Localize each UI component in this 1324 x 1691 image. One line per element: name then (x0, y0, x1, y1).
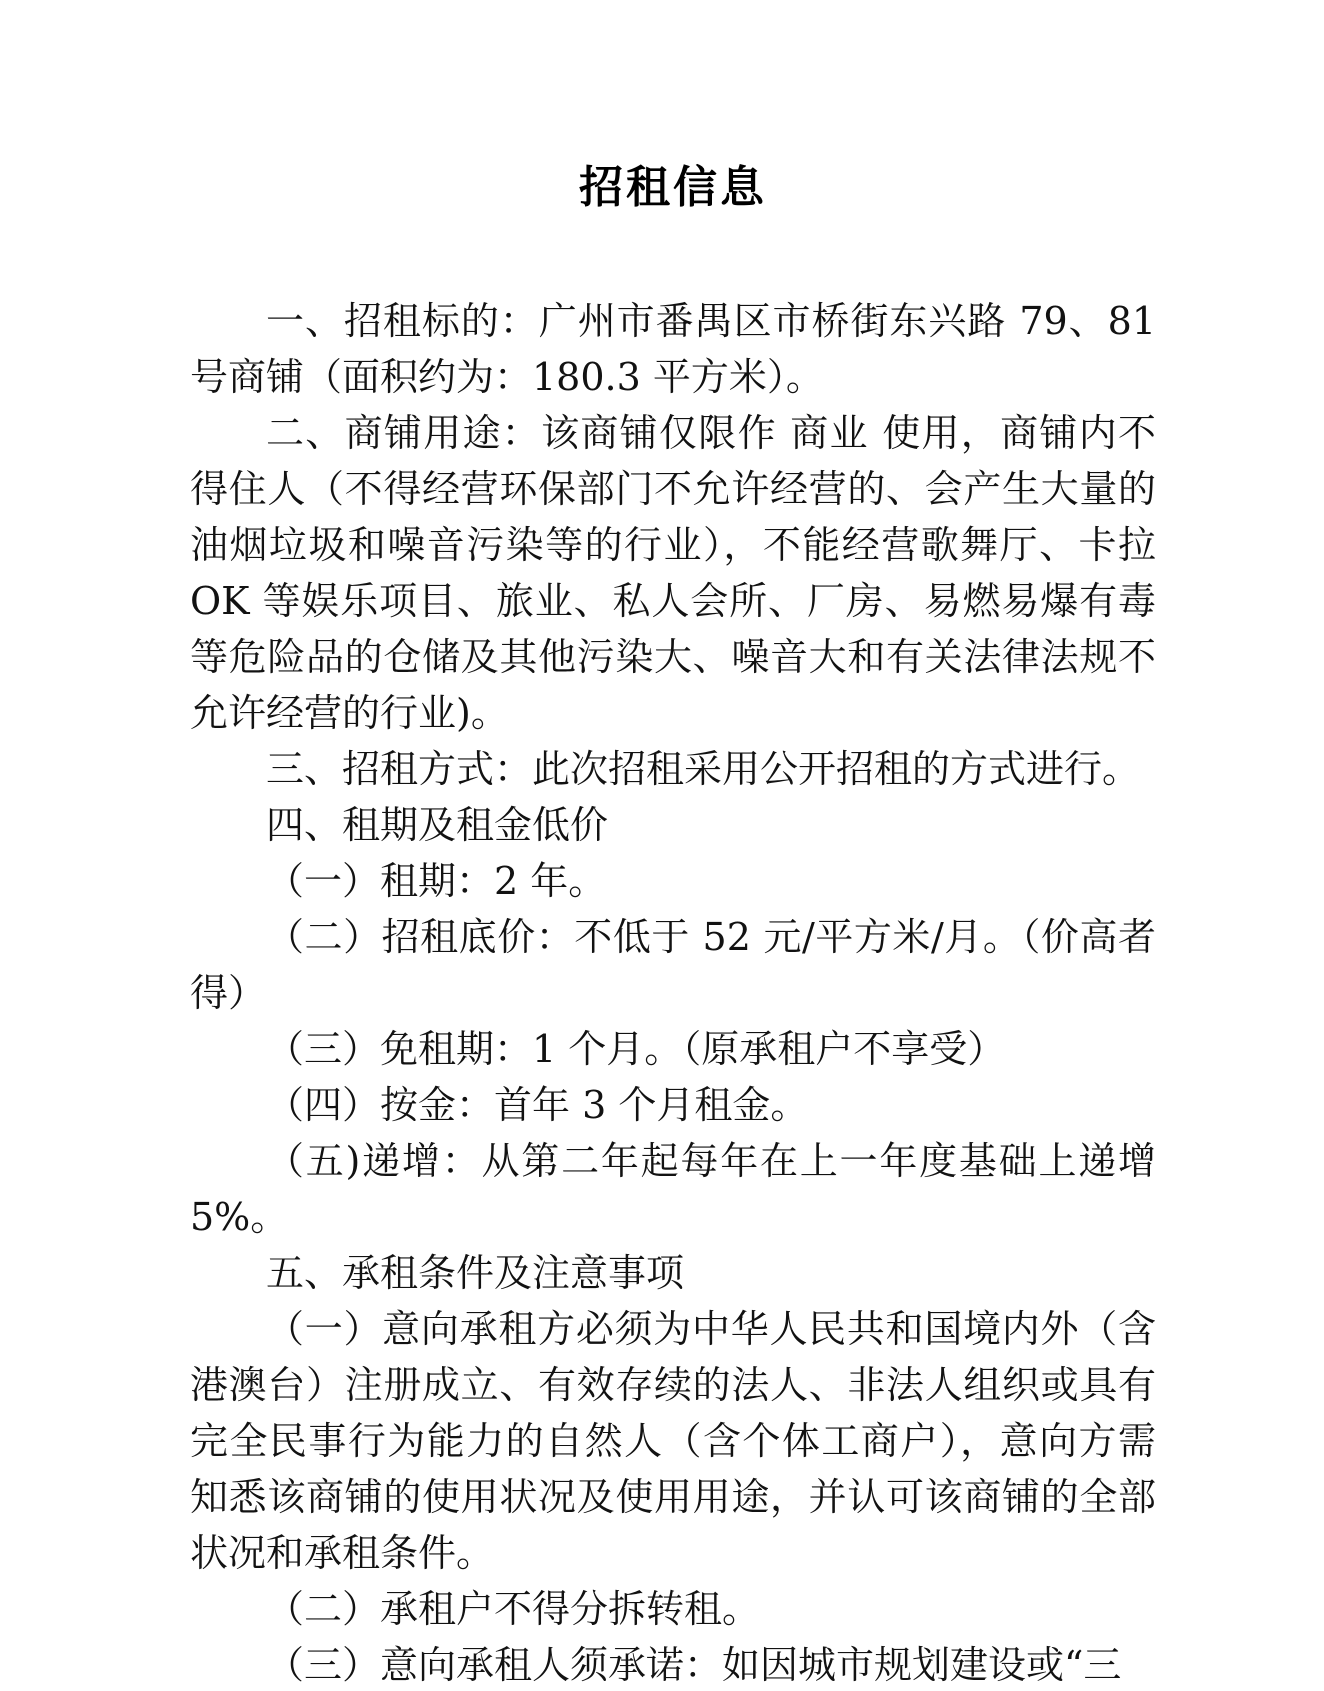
paragraph-rental-method: 三、招租方式：此次招租采用公开招租的方式进行。 (266, 747, 1141, 791)
paragraph-annual-increase: （五)递增：从第二年起每年在上一年度基础上递增 5%。 (190, 1139, 1156, 1239)
paragraph-shop-usage: 二、商铺用途：该商铺仅限作 商业 使用，商铺内不得住人（不得经营环保部门不允许经营的、会产生大量的油烟垃圾和噪音污染等的行业），不能经营歌舞厅、卡拉 OK 等娱乐项目、旅业、私人会所、厂房、易燃易爆有毒等危险品的仓储及其他污染大、噪音大和有关法律法规不允许经营的行业)。 (190, 411, 1156, 735)
paragraph-rent-free-period: （三）免租期：1 个月。（原承租户不享受） (266, 1027, 1006, 1071)
paragraph-lease-term: （一）租期：2 年。 (266, 859, 607, 903)
paragraph-rental-subject: 一、招租标的：广州市番禺区市桥街东兴路 79、81 号商铺（面积约为：180.3 平方米）。 (190, 299, 1156, 399)
paragraph-term-and-rent-head: 四、租期及租金低价 (266, 803, 609, 847)
paragraph-base-price: （二）招租底价：不低于 52 元/平方米/月。（价高者得） (190, 915, 1156, 1015)
paragraph-conditions-head: 五、承租条件及注意事项 (266, 1251, 685, 1295)
paragraph-no-sublease: （二）承租户不得分拆转租。 (266, 1587, 761, 1631)
paragraph-tenant-eligibility: （一）意向承租方必须为中华人民共和国境内外（含港澳台）注册成立、有效存续的法人、非法人组织或具有完全民事行为能力的自然人（含个体工商户），意向方需知悉该商铺的使用状况及使用用途，并认可该商铺的全部状况和承租条件。 (190, 1307, 1156, 1575)
document-body (190, 293, 1156, 1691)
page-title: 招租信息 (579, 162, 767, 213)
paragraph-deposit: （四）按金：首年 3 个月租金。 (266, 1083, 809, 1127)
paragraph-tenant-commitment: （三）意向承租人须承诺：如因城市规划建设或“三 (266, 1643, 1122, 1687)
